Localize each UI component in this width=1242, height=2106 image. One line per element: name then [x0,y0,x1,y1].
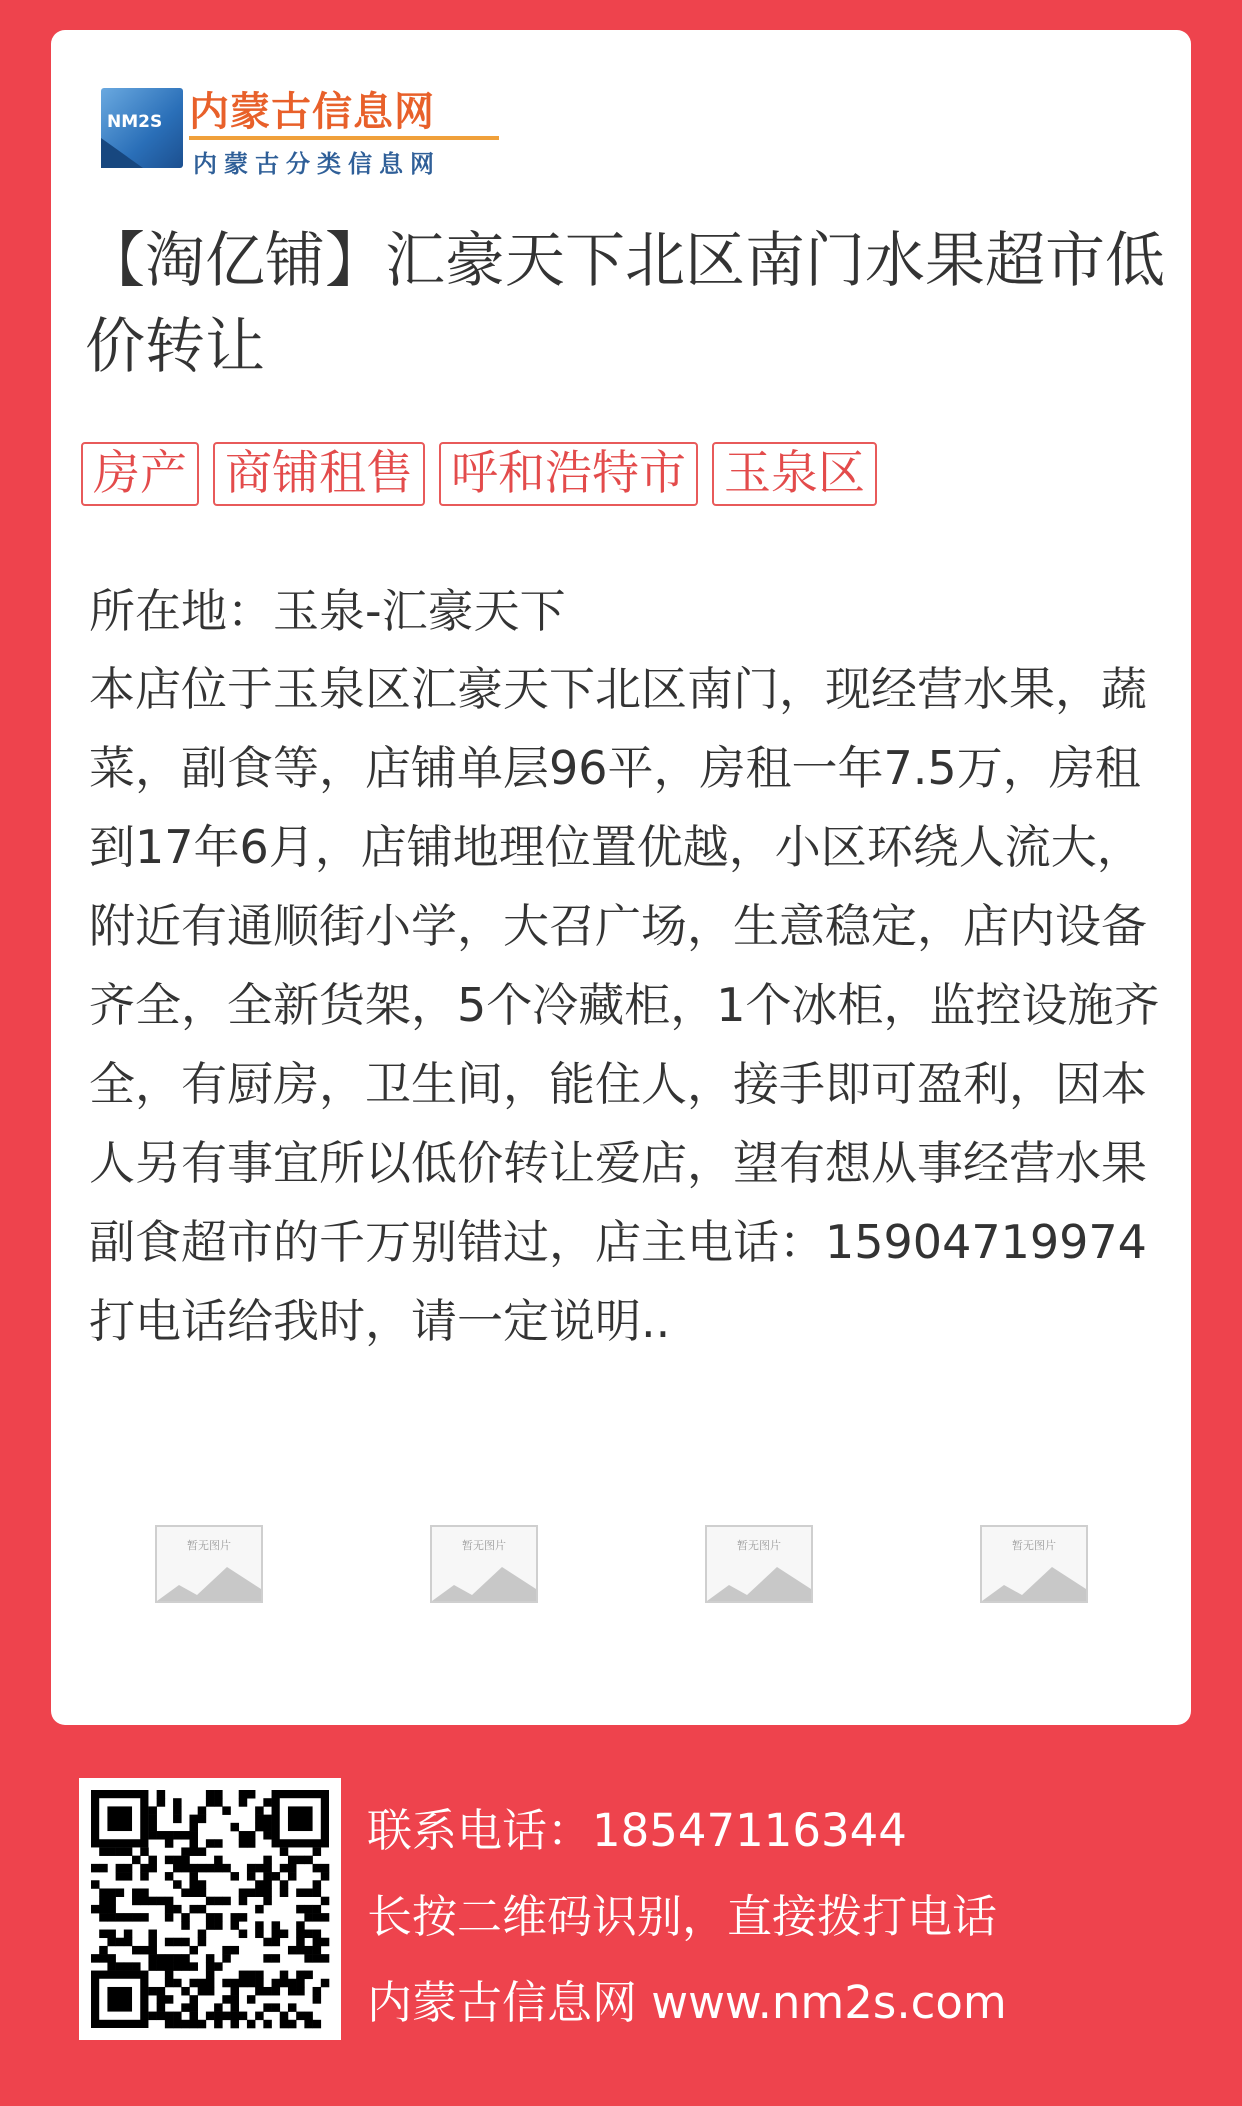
image-placeholder[interactable] [980,1525,1088,1603]
mountain-icon [157,1555,261,1601]
image-placeholder[interactable] [155,1525,263,1603]
logo-title: 内蒙古信息网 [189,89,435,135]
listing-location: 所在地：玉泉-汇豪天下 [89,584,566,638]
tag-city[interactable]: 呼和浩特市 [439,442,698,506]
tag-list [81,442,877,506]
mountain-icon [707,1555,811,1601]
listing-card [51,30,1191,1725]
placeholder-label: 暂无图片 [737,1539,781,1552]
contact-phone[interactable]: 联系电话：18547116344 [367,1804,907,1857]
site-logo[interactable] [101,80,501,200]
listing-description: 本店位于玉泉区汇豪天下北区南门，现经营水果，蔬菜，副食等，店铺单层96平，房租一年7.5万，房租到17年6月，店铺地理位置优越，小区环绕人流大，附近有通顺街小学，大召广场，生意稳定，店内设备齐全，全新货架，5个冷藏柜，1个冰柜，监控设施齐全，有厨房，卫生间，能住人，接手即可盈利，因本人另有事宜所以低价转让爱店，望有想从事经营水果副食超市的千万别错过，店主电话：15904719974打电话给我时，请一定说明.. [89,662,1160,1348]
tag-category[interactable]: 房产 [81,442,199,506]
site-link[interactable]: 内蒙古信息网 www.nm2s.com [367,1976,1007,2029]
image-placeholder[interactable] [705,1525,813,1603]
logo-divider [189,136,499,140]
image-placeholder[interactable] [430,1525,538,1603]
placeholder-label: 暂无图片 [187,1539,231,1552]
qr-code-icon [79,1778,341,2040]
qr-code[interactable] [79,1778,341,2040]
tag-subcategory[interactable]: 商铺租售 [213,442,425,506]
mountain-icon [982,1555,1086,1601]
listing-title: 【淘亿铺】汇豪天下北区南门水果超市低价转让 [85,226,1165,382]
mountain-icon [432,1555,536,1601]
placeholder-label: 暂无图片 [462,1539,506,1552]
logo-subtitle: 内蒙古分类信息网 [193,150,441,178]
placeholder-label: 暂无图片 [1012,1539,1056,1552]
image-gallery [155,1525,1095,1607]
qr-hint: 长按二维码识别，直接拨打电话 [367,1890,998,1943]
logo-mark-icon [101,88,183,168]
logo-code: NM2S [107,112,163,132]
tag-district[interactable]: 玉泉区 [712,442,877,506]
